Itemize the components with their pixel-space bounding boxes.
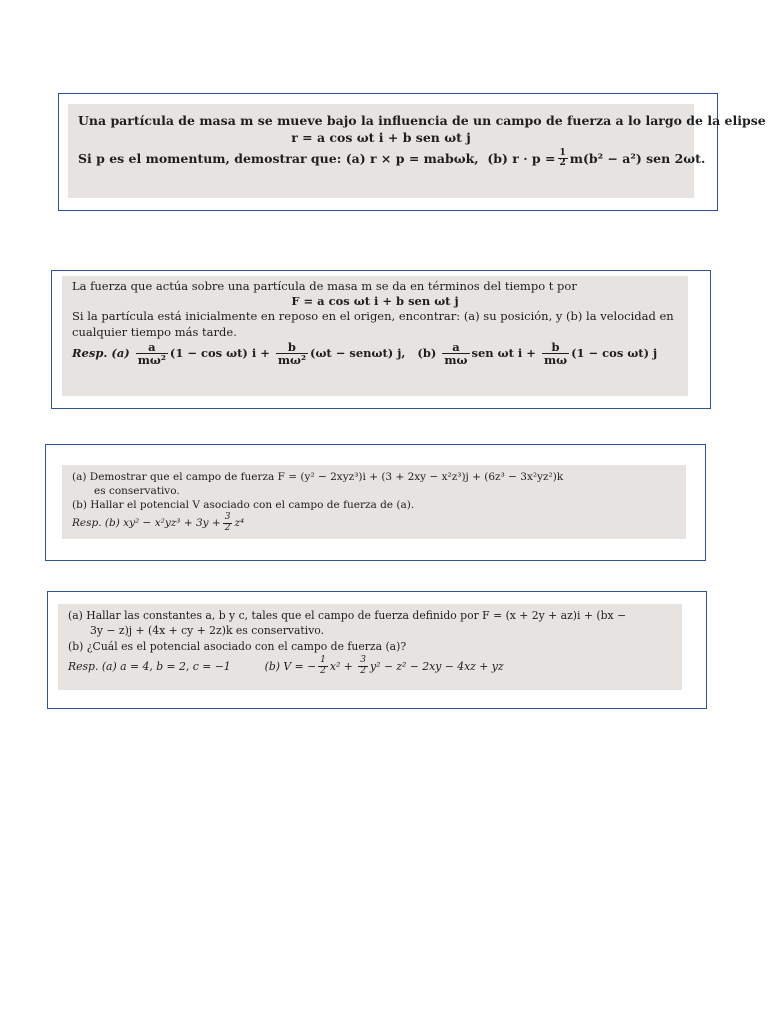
problem-4-resp-a: Resp. (a) a = 4, b = 2, c = −1 (68, 659, 231, 673)
problem-1-equation: r = a cos ωt i + b sen ωt j (291, 130, 471, 146)
problem-4-part-b: (b) ¿Cuál es el potencial asociado con el campo de fuerza (a)? (68, 639, 407, 653)
problem-2-b-term-1: sen ωt i + (471, 346, 536, 361)
problem-3-resp-post: z⁴ (234, 517, 245, 530)
problem-1-prove-prefix: Si p es el momentum, demostrar que: (78, 151, 342, 167)
problem-4-resp-b-mid: x² + (329, 659, 353, 673)
problem-1-part-a: (a) r × p = mabωk, (345, 151, 479, 167)
problem-4-part-a-2: 3y − z)j + (4x + cy + 2z)k es conservativo. (90, 624, 325, 638)
problem-4-part-a-1: (a) Hallar las constantes a, b y c, tales que el campo de fuerza definido por F = (x + 2y + az)i + (bx − (68, 609, 627, 622)
problem-2-a-frac-1: $\frac{a}{\text{mω²}}$ (137, 339, 166, 367)
problem-3-fraction: $\frac{3}{2}$ (224, 512, 231, 533)
problem-2-a-term-1: (1 − cos ωt) i + (169, 346, 270, 361)
problem-3-image (62, 465, 686, 539)
problem-2-b-label: (b) (417, 346, 437, 361)
problem-2-b-frac-1: $\frac{a}{m\omega}$ (444, 339, 468, 367)
problem-3-part-b: (b) Hallar el potencial V asociado con el campo de fuerza de (a). (72, 499, 415, 512)
problem-2-intro: La fuerza que actúa sobre una partícula de masa m se da en términos del tiempo t por (72, 279, 577, 293)
problem-3-part-a-2: es conservativo. (94, 485, 180, 498)
problem-4-resp-b-post: y² − z² − 2xy − 4xz + yz (369, 659, 504, 673)
problem-1-fraction: $\frac{1}{2}$ (559, 147, 566, 169)
problem-2-question-1: Si la partícula está inicialmente en reposo en el origen, encontrar: (a) su posición, y (b) la velocidad en (72, 309, 674, 324)
problem-4-resp-b-pre: (b) V = − (264, 659, 317, 673)
problem-2-answer (72, 341, 678, 366)
problem-2-resp-label: Resp. (a) (72, 346, 130, 361)
problem-1-image (68, 104, 766, 198)
problem-2-image (62, 276, 688, 396)
problem-1-part-b-pre: (b) r · p = (487, 151, 556, 167)
problem-3-part-a-1: (a) Demostrar que el campo de fuerza F = (y² − 2xyz³)i + (3 + 2xy − x²z³)j + (6z³ − 3x²yz²)k (72, 471, 564, 483)
problem-2-equation: F = a cos ωt i + b sen ωt j (291, 294, 459, 309)
problem-1-prove-line (78, 147, 706, 169)
problem-2-a-term-2: (ωt − senωt) j, (310, 346, 406, 361)
problem-4-fraction-1: $\frac{1}{2}$ (320, 655, 326, 676)
problem-2-b-frac-2: $\frac{b}{m\omega}$ (543, 339, 568, 367)
problem-2-b-term-2: (1 − cos ωt) j (571, 346, 658, 361)
problem-2-question-2: cualquier tiempo más tarde. (72, 324, 237, 339)
problem-3-answer (72, 513, 676, 533)
problem-1-part-b-post: m(b² − a²) sen 2ωt. (569, 151, 706, 167)
problem-4-fraction-2: $\frac{3}{2}$ (360, 655, 366, 676)
problem-2-a-frac-2: $\frac{b}{\text{mω²}}$ (277, 339, 307, 367)
problem-1-intro: Una partícula de masa m se mueve bajo la influencia de un campo de fuerza a lo largo de la elipse (78, 113, 766, 128)
problem-3-resp-pre: Resp. (b) xy² − x²yz³ + 3y + (72, 517, 221, 530)
problem-4-image (58, 604, 682, 690)
problem-4-answer (68, 656, 672, 676)
